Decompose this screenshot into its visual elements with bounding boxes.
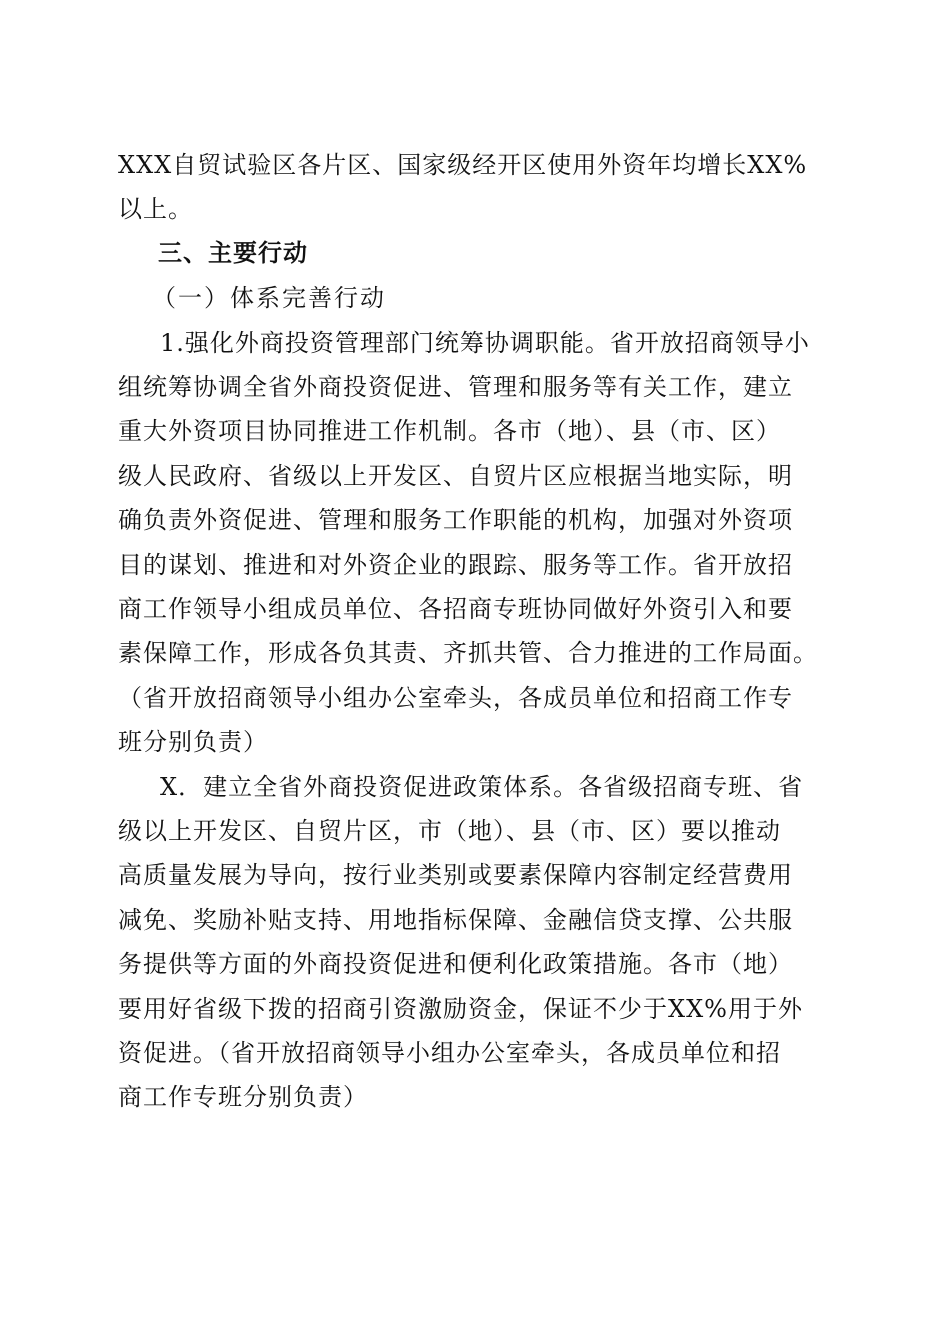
item2-line-2: 级以上开发区、自贸片区，市（地）、县（市、区）要以推动 — [118, 817, 781, 845]
item1-line-5: 确负责外资促进、管理和服务工作职能的机构，加强对外资项 — [118, 506, 793, 534]
item1-line-9: （省开放招商领导小组办公室牵头，各成员单位和招商工作专 — [118, 684, 793, 712]
item1-line-7: 商工作领导小组成员单位、各招商专班协同做好外资引入和要 — [118, 595, 793, 623]
item1-line-1: 1.强化外商投资管理部门统筹协调职能。省开放招商领导小 — [160, 329, 810, 357]
item1-line-6: 目的谋划、推进和对外资企业的跟踪、服务等工作。省开放招 — [118, 551, 793, 579]
subsection-heading: （一）体系完善行动 — [152, 284, 386, 312]
item1-line-8: 素保障工作，形成各负其责、齐抓共管、合力推进的工作局面。 — [118, 639, 818, 667]
item2-line-3: 高质量发展为导向，按行业类别或要素保障内容制定经营费用 — [118, 861, 793, 889]
item2-line-6: 要用好省级下拨的招商引资激励资金，保证不少于XX%用于外 — [118, 995, 803, 1023]
item2-line-4: 减免、奖励补贴支持、用地指标保障、金融信贷支撑、公共服 — [118, 906, 793, 934]
intro-line-2: 以上。 — [118, 195, 193, 223]
item1-line-3: 重大外资项目协同推进工作机制。各市（地）、县（市、区） — [118, 417, 781, 445]
item2-line-5: 务提供等方面的外商投资促进和便利化政策措施。各市（地） — [118, 950, 793, 978]
item1-line-4: 级人民政府、省级以上开发区、自贸片区应根据当地实际，明 — [118, 462, 793, 490]
item2-line-1: X．建立全省外商投资促进政策体系。各省级招商专班、省 — [160, 773, 804, 801]
item2-line-8: 商工作专班分别负责） — [118, 1083, 368, 1111]
item1-line-2: 组统筹协调全省外商投资促进、管理和服务等有关工作，建立 — [118, 373, 793, 401]
intro-line-1: XXX自贸试验区各片区、国家级经开区使用外资年均增长XX% — [118, 151, 808, 179]
section-heading: 三、主要行动 — [158, 239, 308, 267]
item1-line-10: 班分别负责） — [118, 728, 268, 756]
item2-line-7: 资促进。（省开放招商领导小组办公室牵头，各成员单位和招 — [118, 1039, 781, 1067]
